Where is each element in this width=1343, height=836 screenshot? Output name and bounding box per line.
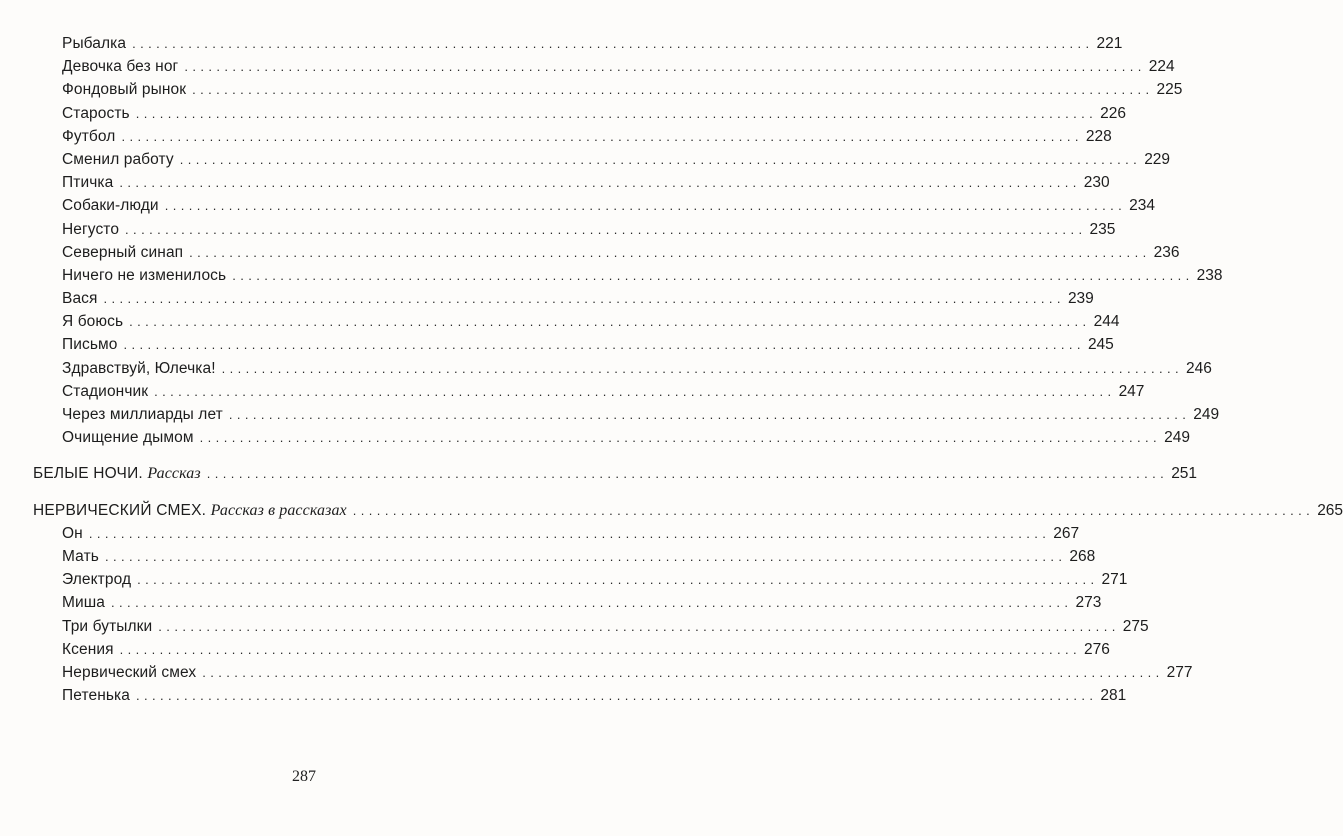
toc-leader-dots: ........................................................................................................................ — [352, 502, 1315, 518]
toc-entry — [62, 194, 1155, 217]
toc-entry-page: 273 — [1075, 594, 1102, 612]
toc-entry — [62, 638, 1110, 661]
toc-entry — [62, 55, 1175, 78]
toc-entry-page: 230 — [1083, 174, 1110, 192]
page-number: 287 — [292, 768, 316, 785]
toc-entry-title: Собаки-люди — [62, 197, 159, 215]
toc-entry — [62, 684, 1127, 707]
toc-leader-dots: ........................................................................................................................ — [158, 618, 1120, 634]
toc-leader-dots: ........................................................................................................................ — [228, 407, 1191, 422]
toc-entry-title: Электрод — [62, 571, 132, 589]
table-of-contents — [0, 32, 1343, 707]
toc-entry — [62, 661, 1193, 684]
toc-entry-page: 225 — [1156, 81, 1183, 99]
toc-entry-title: Ничего не изменилось — [62, 266, 227, 284]
toc-leader-dots: ........................................................................................................................ — [192, 82, 1154, 98]
toc-entry-title: Миша — [62, 594, 106, 612]
toc-leader-dots: ........................................................................................................................ — [232, 267, 1194, 283]
toc-leader-dots: ........................................................................................................................ — [125, 221, 1087, 237]
toc-entry — [62, 102, 1127, 125]
toc-leader-dots: ........................................................................................................................ — [103, 291, 1065, 307]
toc-entry-title: Петенька — [62, 687, 130, 705]
toc-entry-page: 281 — [1100, 687, 1127, 705]
section-title-caps: НЕРВИЧЕСКИЙ СМЕХ. — [33, 501, 207, 519]
toc-entry-page: 234 — [1129, 197, 1155, 215]
toc-entry-title: Птичка — [62, 174, 114, 192]
toc-entry-page: 226 — [1100, 104, 1127, 122]
toc-entry-page: 236 — [1153, 243, 1180, 261]
toc-entry-title: Нервический смех — [62, 663, 197, 681]
toc-entry — [62, 78, 1183, 101]
section-gap — [0, 486, 608, 499]
toc-entry — [62, 148, 1171, 171]
toc-entry — [62, 615, 1149, 638]
toc-entry — [62, 218, 1116, 241]
section-title-italic: Рассказ в рассказах — [210, 501, 347, 519]
toc-section-nervous-laugh — [33, 499, 1343, 522]
toc-entry-page: 221 — [1096, 35, 1123, 52]
toc-entry — [62, 310, 1120, 333]
toc-entry-page: 249 — [1193, 406, 1220, 423]
toc-entry-title: Негусто — [62, 220, 120, 238]
toc-entry-page: 245 — [1087, 336, 1114, 354]
toc-leader-dots: ........................................................................................................................ — [111, 595, 1073, 611]
toc-entry-title: Через миллиарды лет — [62, 406, 223, 423]
section-gap — [0, 449, 608, 462]
toc-entry-page: 229 — [1144, 150, 1171, 168]
toc-entry-title: Футбол — [62, 127, 116, 145]
toc-entry-title: Письмо — [62, 336, 118, 354]
toc-entry-title: Вася — [62, 290, 98, 308]
toc-entry-title: Здравствуй, Юлечка! — [62, 359, 216, 377]
toc-entry-title: Рыбалка — [62, 35, 127, 52]
toc-entry-page: 276 — [1084, 640, 1110, 658]
toc-entry-page: 249 — [1164, 429, 1190, 447]
toc-leader-dots: ........................................................................................................................ — [88, 525, 1051, 541]
toc-entry-page: 239 — [1067, 290, 1094, 308]
toc-entry-title: Северный синап — [62, 243, 184, 261]
section-title-italic: Рассказ — [147, 465, 201, 483]
toc-leader-dots: ........................................................................................................................ — [129, 314, 1091, 330]
toc-entry-title: Я боюсь — [62, 313, 124, 331]
toc-leader-dots: ........................................................................................................................ — [221, 360, 1184, 376]
toc-entry — [62, 522, 1080, 545]
toc-section-page: 251 — [1171, 465, 1198, 483]
toc-leader-dots: ........................................................................................................................ — [119, 175, 1081, 191]
toc-entry-page: 235 — [1089, 220, 1116, 238]
toc-section-title — [33, 499, 347, 522]
toc-entry-title: Очищение дымом — [62, 429, 194, 447]
toc-entry-page: 267 — [1053, 524, 1080, 542]
toc-section-white-nights — [33, 462, 1198, 485]
toc-entry — [62, 32, 1123, 55]
toc-entry-title: Девочка без ног — [62, 58, 179, 76]
toc-entry — [62, 264, 1223, 287]
toc-entry-title: Старость — [62, 104, 130, 122]
toc-leader-dots: ........................................................................................................................ — [137, 572, 1099, 588]
toc-entry-page: 224 — [1148, 58, 1175, 76]
toc-leader-dots: ........................................................................................................................ — [199, 430, 1162, 446]
toc-leader-dots: ........................................................................................................................ — [154, 383, 1116, 399]
toc-leader-dots: ........................................................................................................................ — [179, 151, 1142, 167]
toc-leader-dots: ........................................................................................................................ — [121, 128, 1083, 144]
toc-entry-page: 247 — [1118, 382, 1145, 400]
toc-entry-page: 268 — [1069, 547, 1096, 565]
toc-entry — [62, 426, 1190, 449]
toc-entry-page: 228 — [1085, 127, 1112, 145]
toc-group-1 — [0, 32, 1223, 449]
toc-leader-dots: ........................................................................................................................ — [119, 641, 1082, 657]
toc-leader-dots: ........................................................................................................................ — [189, 244, 1151, 260]
toc-entry-title: Три бутылки — [62, 617, 153, 635]
toc-entry-page: 275 — [1122, 617, 1149, 635]
toc-group-2 — [0, 522, 1193, 708]
toc-entry-title: Ксения — [62, 640, 114, 658]
section-title-caps: БЕЛЫЕ НОЧИ. — [33, 465, 143, 483]
toc-entry-page: 277 — [1166, 663, 1193, 681]
toc-leader-dots: ........................................................................................................................ — [104, 548, 1067, 564]
toc-entry — [62, 287, 1094, 310]
toc-entry — [62, 357, 1212, 380]
toc-entry — [62, 333, 1114, 356]
toc-leader-dots: ........................................................................................................................ — [135, 688, 1098, 704]
toc-entry-page: 238 — [1196, 266, 1223, 284]
toc-entry — [62, 591, 1102, 614]
toc-entry-title: Мать — [62, 547, 99, 565]
toc-leader-dots: ........................................................................................................................ — [164, 198, 1127, 214]
toc-entry — [62, 545, 1096, 568]
toc-entry-title: Стадиончик — [62, 382, 149, 400]
toc-leader-dots: ........................................................................................................................ — [202, 664, 1164, 680]
toc-entry-title: Он — [62, 524, 83, 542]
toc-entry — [62, 380, 1145, 403]
toc-entry-title: Сменил работу — [62, 150, 174, 168]
toc-entry-title: Фондовый рынок — [62, 81, 187, 99]
toc-leader-dots: ........................................................................................................................ — [206, 466, 1169, 482]
toc-entry — [62, 125, 1112, 148]
toc-entry — [62, 568, 1128, 591]
toc-leader-dots: ........................................................................................................................ — [123, 337, 1085, 353]
toc-leader-dots: ........................................................................................................................ — [135, 105, 1098, 121]
toc-leader-dots: ........................................................................................................................ — [184, 59, 1146, 75]
toc-section-page: 265 — [1317, 501, 1343, 519]
toc-leader-dots: ........................................................................................................................ — [132, 36, 1094, 51]
toc-entry — [62, 403, 1220, 426]
toc-section-title — [33, 462, 201, 485]
toc-entry — [62, 241, 1180, 264]
toc-entry — [62, 171, 1110, 194]
toc-entry-page: 244 — [1093, 313, 1120, 331]
toc-entry-page: 246 — [1186, 359, 1212, 377]
toc-entry-page: 271 — [1101, 571, 1128, 589]
